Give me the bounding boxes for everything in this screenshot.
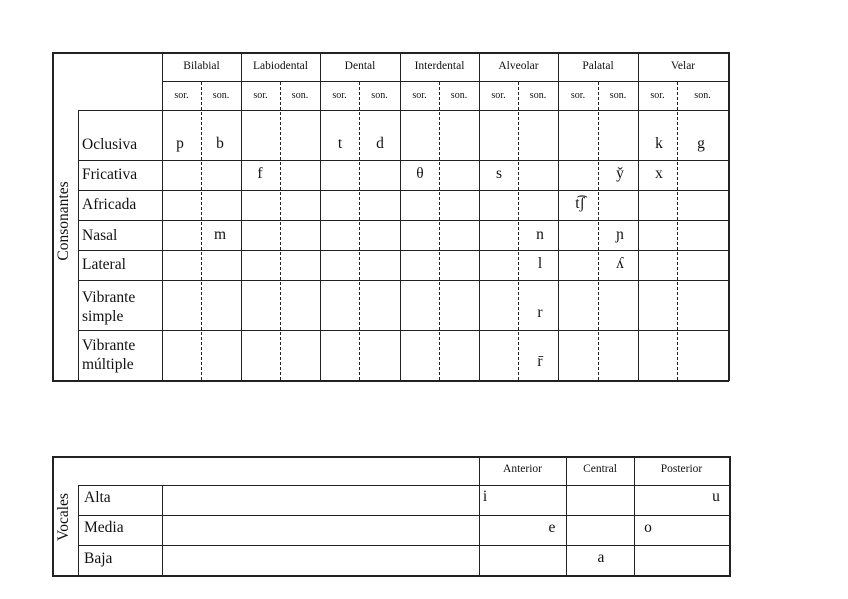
row-label-africada: Africada bbox=[82, 196, 137, 213]
phoneme-s: s bbox=[495, 165, 503, 182]
phoneme-nj: ɲ bbox=[616, 226, 624, 243]
subheader-sor: sor. bbox=[253, 90, 268, 101]
phoneme-tsh: t͡ʃ bbox=[575, 195, 585, 212]
header-interdental: Interdental bbox=[414, 60, 465, 72]
subheader-son: son. bbox=[291, 90, 309, 101]
subheader-son: son. bbox=[529, 90, 547, 101]
subheader-sor: sor. bbox=[174, 90, 189, 101]
header-labiodental: Labiodental bbox=[253, 60, 308, 72]
phoneme-b: b bbox=[216, 135, 224, 152]
phoneme-d: d bbox=[376, 135, 384, 152]
row-label-baja: Baja bbox=[84, 550, 113, 567]
row-label-fricativa: Fricativa bbox=[82, 166, 138, 183]
phoneme-theta: θ bbox=[416, 165, 424, 182]
phoneme-n: n bbox=[536, 226, 544, 243]
header-alveolar: Alveolar bbox=[498, 60, 539, 72]
subheader-sor: sor. bbox=[491, 90, 506, 101]
subheader-sor: sor. bbox=[650, 90, 665, 101]
header-dental: Dental bbox=[344, 60, 376, 72]
phoneme-r: r bbox=[537, 304, 543, 321]
row-label-lateral: Lateral bbox=[82, 256, 126, 273]
header-bilabial: Bilabial bbox=[183, 60, 220, 72]
subheader-sor: sor. bbox=[570, 90, 586, 101]
vowel-u: u bbox=[712, 488, 720, 505]
vowel-e: e bbox=[548, 519, 556, 536]
phoneme-k: k bbox=[655, 135, 663, 152]
phoneme-lj: ʎ bbox=[616, 255, 624, 272]
header-palatal: Palatal bbox=[582, 60, 614, 72]
phoneme-t: t bbox=[337, 135, 343, 152]
phoneme-l: l bbox=[537, 255, 543, 272]
phoneme-rr: r̄ bbox=[537, 353, 543, 370]
phoneme-g: g bbox=[697, 135, 705, 152]
row-label-alta: Alta bbox=[84, 489, 111, 506]
vowel-a: a bbox=[597, 549, 605, 566]
consonants-group-label: Consonantes bbox=[55, 181, 72, 261]
row-label-media: Media bbox=[84, 519, 124, 536]
phoneme-f: f bbox=[257, 165, 263, 182]
subheader-son: son. bbox=[450, 90, 468, 101]
row-label-nasal: Nasal bbox=[82, 227, 118, 244]
subheader-sor: sor. bbox=[332, 90, 347, 101]
row-label-vibrante-simple: Vibrante simple bbox=[82, 289, 136, 325]
phoneme-x: x bbox=[655, 165, 663, 182]
subheader-son: son. bbox=[212, 90, 230, 101]
subheader-son: son. bbox=[371, 90, 388, 101]
phoneme-y-hacek: y̌ bbox=[616, 165, 624, 182]
header-anterior: Anterior bbox=[503, 463, 542, 475]
header-posterior: Posterior bbox=[660, 463, 703, 475]
row-label-oclusiva: Oclusiva bbox=[82, 136, 138, 153]
vowel-i: i bbox=[482, 488, 488, 505]
header-velar: Velar bbox=[670, 60, 696, 72]
vowel-o: o bbox=[644, 519, 652, 536]
subheader-son: son. bbox=[609, 90, 627, 101]
header-central: Central bbox=[583, 463, 617, 475]
row-label-vibrante-multiple: Vibrante múltiple bbox=[82, 337, 136, 373]
phoneme-m: m bbox=[213, 226, 227, 243]
phoneme-p: p bbox=[176, 135, 184, 152]
subheader-son: son. bbox=[694, 90, 711, 101]
subheader-sor: sor. bbox=[412, 90, 427, 101]
vowels-group-label: Vocales bbox=[55, 493, 72, 541]
